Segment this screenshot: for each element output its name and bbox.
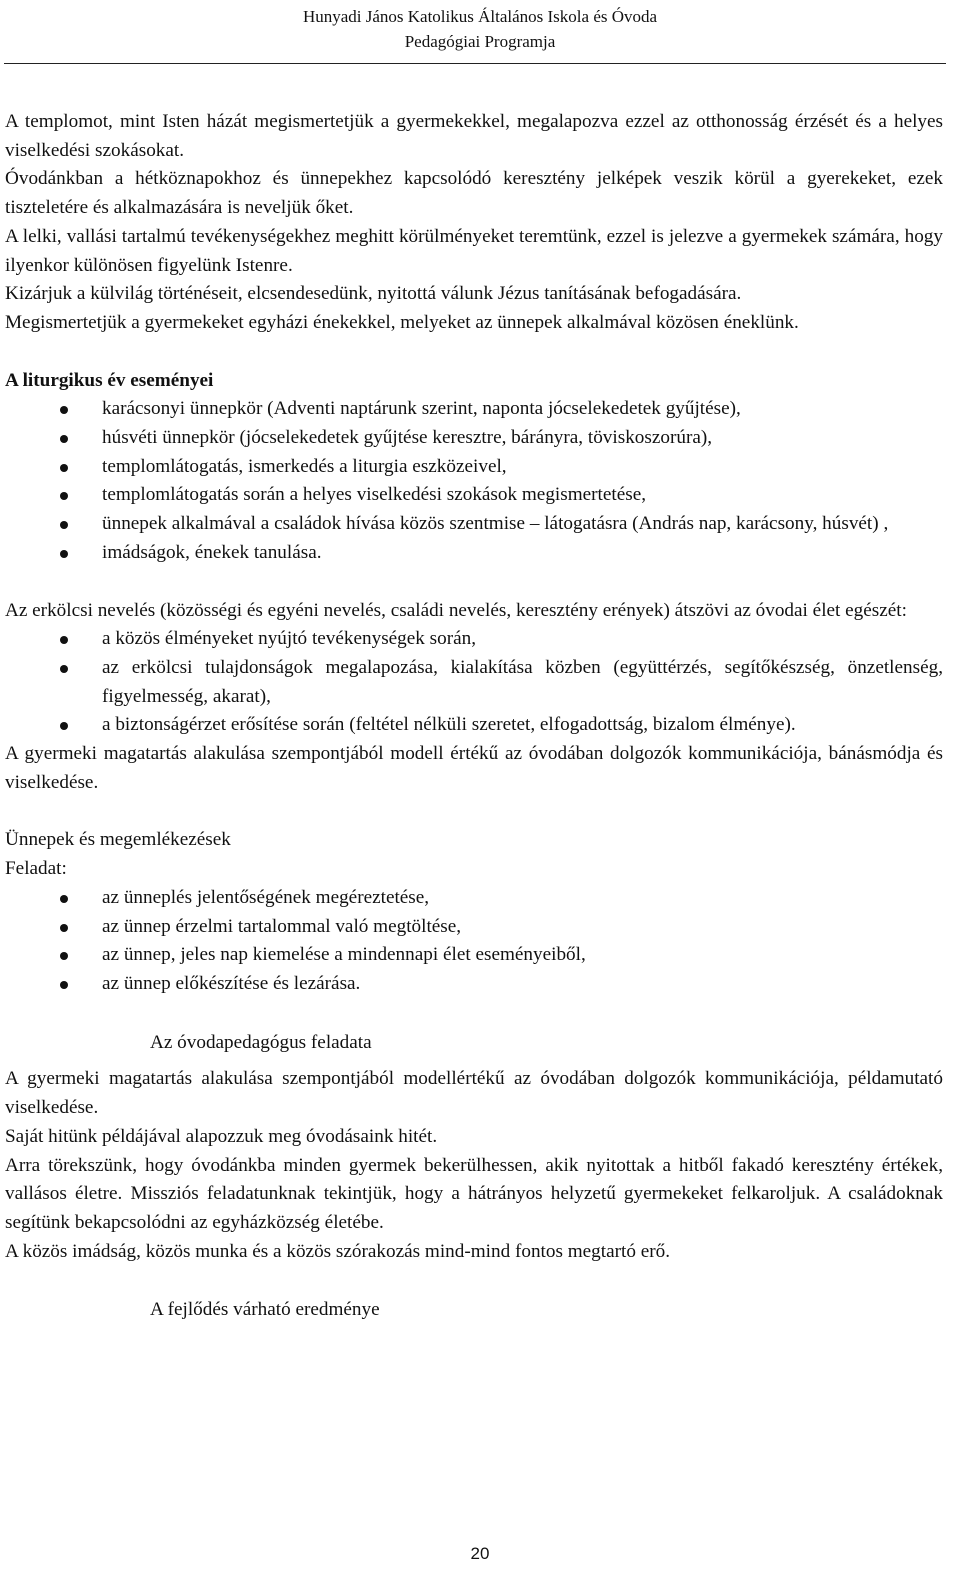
- bullet-icon: [60, 895, 68, 903]
- list-item: karácsonyi ünnepkör (Adventi naptárunk szerint, naponta jócselekedetek gyűjtése),: [5, 395, 943, 424]
- development-heading: A fejlődés várható eredménye: [150, 1299, 380, 1321]
- page-content: [5, 108, 943, 1325]
- bullet-icon: [60, 924, 68, 932]
- list-item: az ünneplés jelentőségének megéreztetése,: [5, 884, 943, 913]
- bullet-icon: [60, 981, 68, 989]
- list-item: imádságok, énekek tanulása.: [5, 539, 943, 568]
- teacher-paragraph: Saját hitünk példájával alapozzuk meg óvodásaink hitét.: [5, 1125, 438, 1147]
- bullet-icon: [60, 406, 68, 414]
- teacher-paragraph: A közös imádság, közös munka és a közös szórakozás mind-mind fontos megtartó erő.: [5, 1240, 671, 1262]
- intro-paragraph: Megismertetjük a gyermekeket egyházi énekekkel, melyeket az ünnepek alkalmával közösen éneklünk.: [5, 311, 799, 333]
- bullet-icon: [60, 492, 68, 500]
- bullet-icon: [60, 722, 68, 730]
- intro-paragraph: A templomot, mint Isten házát megismertetjük a gyermekekkel, megalapozva ezzel az otthonosság érzését és a helyes viselkedési szokásokat.: [5, 111, 943, 161]
- liturgy-heading: A liturgikus év eseményei: [5, 369, 214, 391]
- list-item: az ünnep érzelmi tartalommal való megtöltése,: [5, 913, 943, 942]
- list-item: az erkölcsi tulajdonságok megalapozása, kialakítása közben (együttérzés, segítőkészség, önzetlenség, figyelmesség, akarat),: [5, 654, 943, 711]
- bullet-icon: [60, 636, 68, 644]
- teacher-heading: Az óvodapedagógus feladata: [150, 1031, 372, 1053]
- moral-outro: A gyermeki magatartás alakulása szempontjából modell értékű az óvodában dolgozók kommunikációja, bánásmódja és viselkedése.: [5, 743, 943, 793]
- bullet-icon: [60, 435, 68, 443]
- list-item: a közös élményeket nyújtó tevékenységek során,: [5, 625, 943, 654]
- bullet-icon: [60, 521, 68, 529]
- page-header: [0, 4, 960, 54]
- list-item: az ünnep, jeles nap kiemelése a mindennapi élet eseményeiből,: [5, 941, 943, 970]
- bullet-icon: [60, 464, 68, 472]
- bullet-icon: [60, 952, 68, 960]
- list-item: húsvéti ünnepkör (jócselekedetek gyűjtése keresztre, bárányra, töviskoszorúra),: [5, 424, 943, 453]
- holidays-heading: Ünnepek és megemlékezések: [5, 829, 231, 851]
- holidays-list: [5, 884, 943, 999]
- page-number: 20: [470, 1544, 490, 1563]
- bullet-icon: [60, 665, 68, 673]
- header-school-name: Hunyadi János Katolikus Általános Iskola és Óvoda: [302, 7, 658, 26]
- moral-intro: Az erkölcsi nevelés (közösségi és egyéni nevelés, családi nevelés, keresztény erények) átszövi az óvodai élet egészét:: [5, 599, 907, 621]
- holidays-task-label: Feladat:: [5, 858, 67, 880]
- intro-paragraph: A lelki, vallási tartalmú tevékenységekhez meghitt körülményeket teremtünk, ezzel is jelezve a gyermekek számára, hogy ilyenkor különösen figyelünk Istenre.: [5, 225, 943, 276]
- list-item: templomlátogatás, ismerkedés a liturgia eszközeivel,: [5, 453, 943, 482]
- moral-list: [5, 625, 943, 740]
- bullet-icon: [60, 550, 68, 558]
- header-divider: [4, 63, 946, 64]
- list-item: az ünnep előkészítése és lezárása.: [5, 970, 943, 999]
- list-item: ünnepek alkalmával a családok hívása közös szentmise – látogatásra (András nap, karácsony, húsvét) ,: [5, 510, 943, 539]
- teacher-paragraph: Arra törekszünk, hogy óvodánkba minden gyermek bekerülhessen, akik nyitottak a hitből fakadó keresztény értékek, vallásos életre. Missziós feladatunknak tekintjük, hogy a hátrányos helyzetű gyermekeket felkaroljuk. A családoknak segítünk bekapcsolódni az egyházközség életébe.: [5, 1154, 943, 1233]
- list-item: templomlátogatás során a helyes viselkedési szokások megismertetése,: [5, 481, 943, 510]
- intro-paragraph: Óvodánkban a hétköznapokhoz és ünnepekhez kapcsolódó keresztény jelképek veszik körül a gyerekeket, ezek tiszteletére és alkalmazására is neveljük őket.: [5, 168, 943, 219]
- header-document-title: Pedagógiai Programja: [404, 32, 556, 51]
- liturgy-list: [5, 395, 943, 567]
- list-item: a biztonságérzet erősítése során (feltétel nélküli szeretet, elfogadottság, bizalom élménye).: [5, 711, 943, 740]
- intro-paragraph: Kizárjuk a külvilág történéseit, elcsendesedünk, nyitottá válunk Jézus tanításának befogadására.: [5, 283, 742, 305]
- teacher-paragraph: A gyermeki magatartás alakulása szempontjából modellértékű az óvodában dolgozók kommunikációja, példamutató viselkedése.: [5, 1068, 943, 1119]
